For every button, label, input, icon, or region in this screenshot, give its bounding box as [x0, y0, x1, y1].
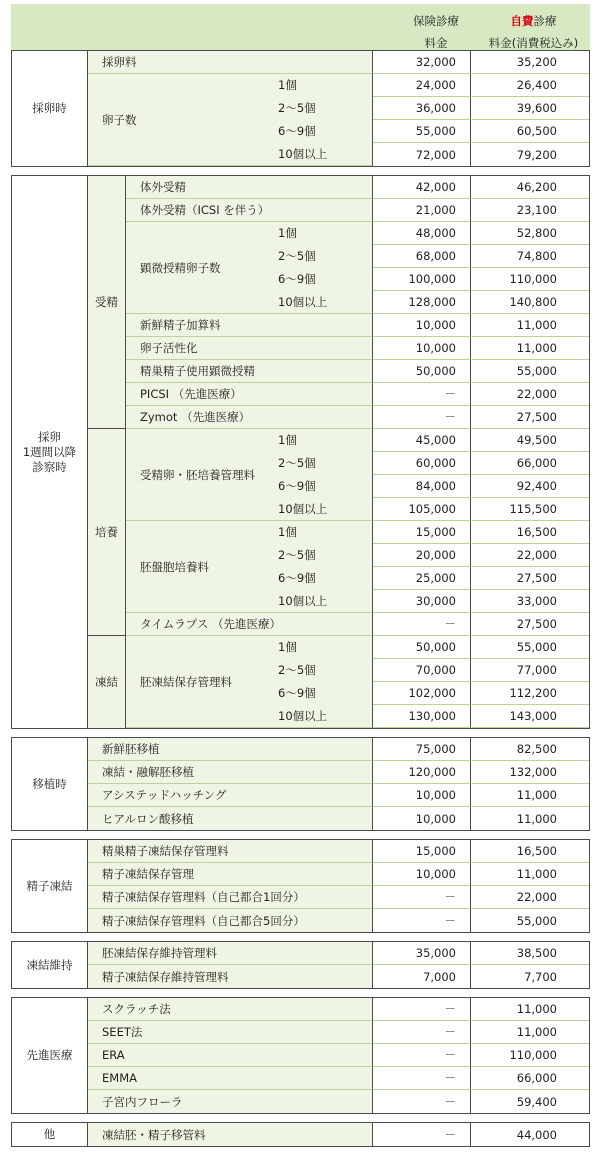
row-name: 胚凍結保存維持管理料 — [88, 942, 373, 965]
count-group — [126, 521, 373, 613]
section-label: 凍結維持 — [12, 942, 88, 988]
count-label: 6～9個 — [278, 479, 316, 493]
section-label: 精子凍結 — [12, 840, 88, 932]
self-pay-highlight: 自費 — [510, 14, 534, 28]
row-name: 凍結胚・精子移管料 — [88, 1123, 373, 1146]
self-pay-price: 74,800 — [471, 245, 589, 268]
insurance-price: 10,000 — [373, 337, 471, 360]
self-pay-price: 55,000 — [471, 909, 589, 932]
section-label: 先進医療 — [12, 998, 88, 1113]
group-name: 顕微授精卵子数 — [140, 261, 221, 275]
self-pay-price: 132,000 — [471, 761, 589, 784]
self-pay-header-line2: 料金(消費税込み) — [488, 36, 579, 50]
self-pay-price: 66,000 — [471, 452, 589, 475]
insurance-price: 68,000 — [373, 245, 471, 268]
count-group — [126, 636, 373, 728]
self-pay-price: 33,000 — [471, 590, 589, 613]
row-name: 凍結・融解胚移植 — [88, 761, 373, 784]
self-pay-price: 112,200 — [471, 682, 589, 705]
insurance-price: 120,000 — [373, 761, 471, 784]
section-label-line3: 診察時 — [32, 459, 67, 474]
count-label: 6～9個 — [278, 571, 316, 585]
insurance-price: 32,000 — [373, 51, 471, 74]
insurance-price: － — [373, 1067, 471, 1090]
row-name: Zymot （先進医療） — [126, 406, 373, 429]
self-pay-price: 11,000 — [471, 1021, 589, 1044]
subgroup-culture: 培養 — [88, 429, 126, 636]
self-pay-price: 115,500 — [471, 498, 589, 521]
count-label: 2～5個 — [278, 663, 316, 677]
self-pay-price: 22,000 — [471, 383, 589, 406]
count-label: 2～5個 — [278, 249, 316, 263]
row-name: 精子凍結保存維持管理料 — [88, 965, 373, 988]
row-name: 採卵料 — [88, 51, 373, 74]
table-header — [11, 4, 590, 50]
count-label: 2～5個 — [278, 456, 316, 470]
row-name: アシステッドハッチング — [88, 784, 373, 807]
insurance-price: 35,000 — [373, 942, 471, 965]
self-pay-price: 52,800 — [471, 222, 589, 245]
row-name: 精巣精子使用顕微授精 — [126, 360, 373, 383]
insurance-price: 24,000 — [373, 74, 471, 97]
section-sperm-freeze — [11, 839, 590, 933]
self-pay-price: 60,500 — [471, 120, 589, 143]
self-pay-price: 27,500 — [471, 406, 589, 429]
self-pay-price: 82,500 — [471, 738, 589, 761]
insurance-price: 100,000 — [373, 268, 471, 291]
self-pay-price: 11,000 — [471, 337, 589, 360]
section-label: 他 — [12, 1123, 88, 1146]
count-label: 1個 — [278, 640, 297, 654]
count-label: 1個 — [278, 433, 297, 447]
self-pay-column-header — [481, 10, 586, 54]
insurance-price: 15,000 — [373, 521, 471, 544]
row-name: 精子凍結保存管理 — [88, 863, 373, 886]
count-label: 2～5個 — [278, 548, 316, 562]
self-pay-price: 140,800 — [471, 291, 589, 314]
insurance-price: 50,000 — [373, 360, 471, 383]
self-pay-price: 79,200 — [471, 143, 589, 166]
insurance-price: － — [373, 1090, 471, 1113]
section-label-line2: 1週間以降 — [22, 444, 77, 459]
row-name: タイムラプス （先進医療） — [126, 613, 373, 636]
count-label: 1個 — [278, 226, 297, 240]
self-pay-price: 16,500 — [471, 521, 589, 544]
row-name: スクラッチ法 — [88, 998, 373, 1021]
insurance-price: 10,000 — [373, 863, 471, 886]
insurance-price: 55,000 — [373, 120, 471, 143]
self-pay-price: 46,200 — [471, 176, 589, 199]
insurance-price: 15,000 — [373, 840, 471, 863]
insurance-price: 10,000 — [373, 314, 471, 337]
insurance-price: 102,000 — [373, 682, 471, 705]
self-pay-price: 23,100 — [471, 199, 589, 222]
insurance-price: 42,000 — [373, 176, 471, 199]
count-label: 10個以上 — [278, 295, 328, 309]
count-label: 6～9個 — [278, 272, 316, 286]
group-name: 受精卵・胚培養管理料 — [140, 468, 255, 482]
self-pay-price: 110,000 — [471, 1044, 589, 1067]
row-name: 卵子活性化 — [126, 337, 373, 360]
section-post-retrieval — [11, 175, 590, 729]
insurance-price: 10,000 — [373, 807, 471, 830]
section-label-line1: 採卵 — [38, 429, 61, 444]
insurance-price: － — [373, 886, 471, 909]
insurance-price: 84,000 — [373, 475, 471, 498]
insurance-price: 60,000 — [373, 452, 471, 475]
count-label: 6～9個 — [278, 686, 316, 700]
self-pay-price: 27,500 — [471, 613, 589, 636]
row-name: 精子凍結保存管理料（自己都合1回分） — [88, 886, 373, 909]
insurance-price: － — [373, 406, 471, 429]
section-other — [11, 1122, 590, 1147]
section-label — [12, 176, 88, 728]
section-label: 採卵時 — [12, 51, 88, 166]
subgroup-fertilization: 受精 — [88, 176, 126, 429]
self-pay-price: 26,400 — [471, 74, 589, 97]
count-label: 10個以上 — [278, 502, 328, 516]
row-name: ERA — [88, 1044, 373, 1067]
egg-count-group — [88, 74, 373, 166]
count-6-9: 6～9個 — [278, 124, 316, 138]
section-transfer — [11, 737, 590, 831]
self-pay-price: 49,500 — [471, 429, 589, 452]
self-pay-price: 110,000 — [471, 268, 589, 291]
insurance-price: 7,000 — [373, 965, 471, 988]
insurance-price: 48,000 — [373, 222, 471, 245]
row-name: 体外受精（ICSI を伴う） — [126, 199, 373, 222]
self-pay-price: 11,000 — [471, 863, 589, 886]
row-name: PICSI （先進医療） — [126, 383, 373, 406]
insurance-price: 45,000 — [373, 429, 471, 452]
self-pay-price: 16,500 — [471, 840, 589, 863]
self-pay-price: 7,700 — [471, 965, 589, 988]
insurance-price: 30,000 — [373, 590, 471, 613]
self-pay-header-rest: 診療 — [533, 14, 557, 28]
count-label: 1個 — [278, 525, 297, 539]
section-egg-retrieval — [11, 50, 590, 167]
insurance-price: － — [373, 1021, 471, 1044]
self-pay-price: 11,000 — [471, 807, 589, 830]
count-group — [126, 429, 373, 521]
self-pay-price: 66,000 — [471, 1067, 589, 1090]
count-2-5: 2～5個 — [278, 101, 316, 115]
insurance-price: 50,000 — [373, 636, 471, 659]
insurance-price: 36,000 — [373, 97, 471, 120]
insurance-price: 105,000 — [373, 498, 471, 521]
row-name: 精子凍結保存管理料（自己都合5回分） — [88, 909, 373, 932]
count-label: 10個以上 — [278, 709, 328, 723]
self-pay-price: 44,000 — [471, 1123, 589, 1146]
insurance-price: 130,000 — [373, 705, 471, 728]
section-advanced-medicine — [11, 997, 590, 1114]
row-name: ヒアルロン酸移植 — [88, 807, 373, 830]
row-name: 新鮮胚移植 — [88, 738, 373, 761]
self-pay-price: 77,000 — [471, 659, 589, 682]
insurance-price: － — [373, 909, 471, 932]
row-name: SEET法 — [88, 1021, 373, 1044]
insurance-price: 21,000 — [373, 199, 471, 222]
group-name: 胚盤胞培養料 — [140, 560, 209, 574]
row-name: 精巣精子凍結保存管理料 — [88, 840, 373, 863]
subgroup-freeze: 凍結 — [88, 636, 126, 728]
section-freeze-maintenance — [11, 941, 590, 989]
insurance-price: 10,000 — [373, 784, 471, 807]
self-pay-price: 22,000 — [471, 886, 589, 909]
self-pay-price: 11,000 — [471, 784, 589, 807]
row-name: EMMA — [88, 1067, 373, 1090]
self-pay-price: 22,000 — [471, 544, 589, 567]
group-name: 胚凍結保存管理料 — [140, 675, 232, 689]
row-name: 体外受精 — [126, 176, 373, 199]
count-label: 10個以上 — [278, 594, 328, 608]
group-name: 卵子数 — [102, 113, 137, 127]
insurance-price: 75,000 — [373, 738, 471, 761]
insurance-header-line1: 保険診療 — [413, 14, 459, 28]
self-pay-price: 11,000 — [471, 998, 589, 1021]
row-name: 子宮内フローラ — [88, 1090, 373, 1113]
insurance-header-line2: 料金 — [424, 36, 448, 50]
insurance-price: 20,000 — [373, 544, 471, 567]
self-pay-price: 92,400 — [471, 475, 589, 498]
self-pay-price: 55,000 — [471, 636, 589, 659]
self-pay-price: 39,600 — [471, 97, 589, 120]
insurance-price: － — [373, 383, 471, 406]
self-pay-price: 27,500 — [471, 567, 589, 590]
self-pay-price: 35,200 — [471, 51, 589, 74]
insurance-price: － — [373, 613, 471, 636]
self-pay-price: 38,500 — [471, 942, 589, 965]
insurance-price: 25,000 — [373, 567, 471, 590]
count-group — [126, 222, 373, 314]
section-label: 移植時 — [12, 738, 88, 830]
self-pay-price: 143,000 — [471, 705, 589, 728]
self-pay-price: 11,000 — [471, 314, 589, 337]
row-name: 新鮮精子加算料 — [126, 314, 373, 337]
self-pay-price: 55,000 — [471, 360, 589, 383]
insurance-price: － — [373, 1123, 471, 1146]
insurance-price: 128,000 — [373, 291, 471, 314]
count-10plus: 10個以上 — [278, 147, 328, 161]
insurance-column-header — [401, 10, 471, 54]
insurance-price: 72,000 — [373, 143, 471, 166]
self-pay-price: 59,400 — [471, 1090, 589, 1113]
insurance-price: 70,000 — [373, 659, 471, 682]
insurance-price: － — [373, 1044, 471, 1067]
insurance-price: － — [373, 998, 471, 1021]
count-1: 1個 — [278, 78, 297, 92]
